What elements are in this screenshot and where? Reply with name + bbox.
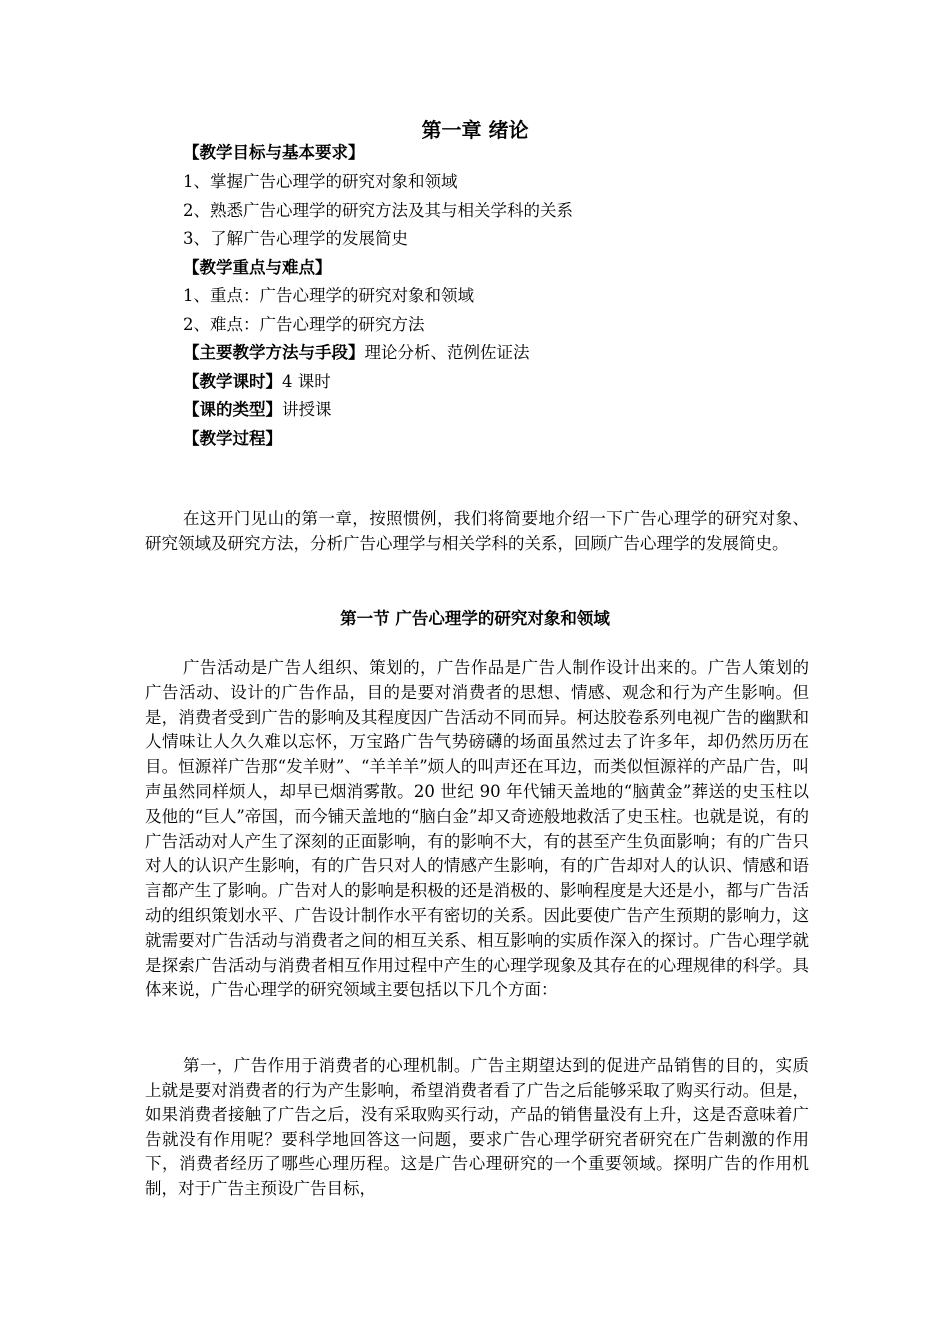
methods-value: 理论分析、范例佐证法: [364, 343, 530, 362]
hours-label: 【教学课时】: [183, 372, 282, 391]
goals-heading: 【教学目标与基本要求】: [183, 143, 365, 162]
goal-item-1: 1、掌握广告心理学的研究对象和领域: [183, 172, 458, 191]
section-title: 第一节 广告心理学的研究对象和领域: [340, 609, 610, 628]
goal-item-2: 2、熟悉广告心理学的研究方法及其与相关学科的关系: [183, 201, 573, 220]
goal-item-3: 3、了解广告心理学的发展简史: [183, 229, 408, 248]
key-point-item-1: 1、重点：广告心理学的研究对象和领域: [183, 286, 474, 305]
key-point-item-2: 2、难点：广告心理学的研究方法: [183, 315, 425, 334]
key-points-heading: 【教学重点与难点】: [183, 258, 332, 277]
intro-paragraph: 在这开门见山的第一章，按照惯例，我们将简要地介绍一下广告心理学的研究对象、研究领域及研究方法，分析广告心理学与相关学科的关系，回顾广告心理学的发展简史。: [145, 509, 809, 553]
body-paragraph-2: 第一，广告作用于消费者的心理机制。广告主期望达到的促进产品销售的目的，实质上就是要对消费者的行为产生影响，希望消费者看了广告之后能够采取了购买行动。但是，如果消费者接触了广告之后，没有采取购买行动，产品的销售量没有上升，这是否意味着广告就没有作用呢？要科学地回答这一问题，要求广告心理学研究者研究在广告刺激的作用下，消费者经历了哪些心理历程。这是广告心理研究的一个重要领域。探明广告的作用机制，对于广告主预设广告目标，: [145, 1056, 809, 1198]
course-type-value: 讲授课: [282, 400, 332, 419]
body-paragraph-1: 广告活动是广告人组织、策划的，广告作品是广告人制作设计出来的。广告人策划的广告活动、设计的广告作品，目的是要对消费者的思想、情感、观念和行为产生影响。但是，消费者受到广告的影响及其程度因广告活动不同而异。柯达胶卷系列电视广告的幽默和人情味让人久久难以忘怀，万宝路广告气势磅礴的场面虽然过去了许多年，却仍然历历在目。恒源祥广告那“发羊财”、“羊羊羊”烦人的叫声还在耳边，而类似恒源祥的产品广告，叫声虽然同样烦人，却早已烟消雾散。20 世纪 90 年代铺天盖地的“脑黄金”葬送的史玉柱以及他的“巨人”帝国，而今铺天盖地的“脑白金”却又奇迹般地救活了史玉柱。也就是说，有的广告活动对人产生了深刻的正面影响，有的影响不大，有的甚至产生负面影响；有的广告只对人的认识产生影响，有的广告只对人的情感产生影响，有的广告却对人的认识、情感和语言都产生了影响。广告对人的影响是积极的还是消极的、影响程度是大还是小，都与广告活动的组织策划水平、广告设计制作水平有密切的关系。因此要使广告产生预期的影响力，这就需要对广告活动与消费者之间的相互关系、相互影响的实质作深入的探讨。广告心理学就是探索广告活动与消费者相互作用过程中产生的心理学现象及其存在的心理规律的科学。具体来说，广告心理学的研究领域主要包括以下几个方面：: [145, 658, 809, 1000]
chapter-title: 第一章 绪论: [421, 118, 529, 142]
methods-line: [183, 342, 530, 364]
hours-line: [183, 371, 331, 393]
course-type-line: [183, 399, 332, 421]
course-type-label: 【课的类型】: [183, 400, 282, 419]
process-heading: 【教学过程】: [183, 429, 282, 448]
methods-label: 【主要教学方法与手段】: [183, 343, 365, 362]
hours-value: 4 课时: [282, 372, 331, 391]
